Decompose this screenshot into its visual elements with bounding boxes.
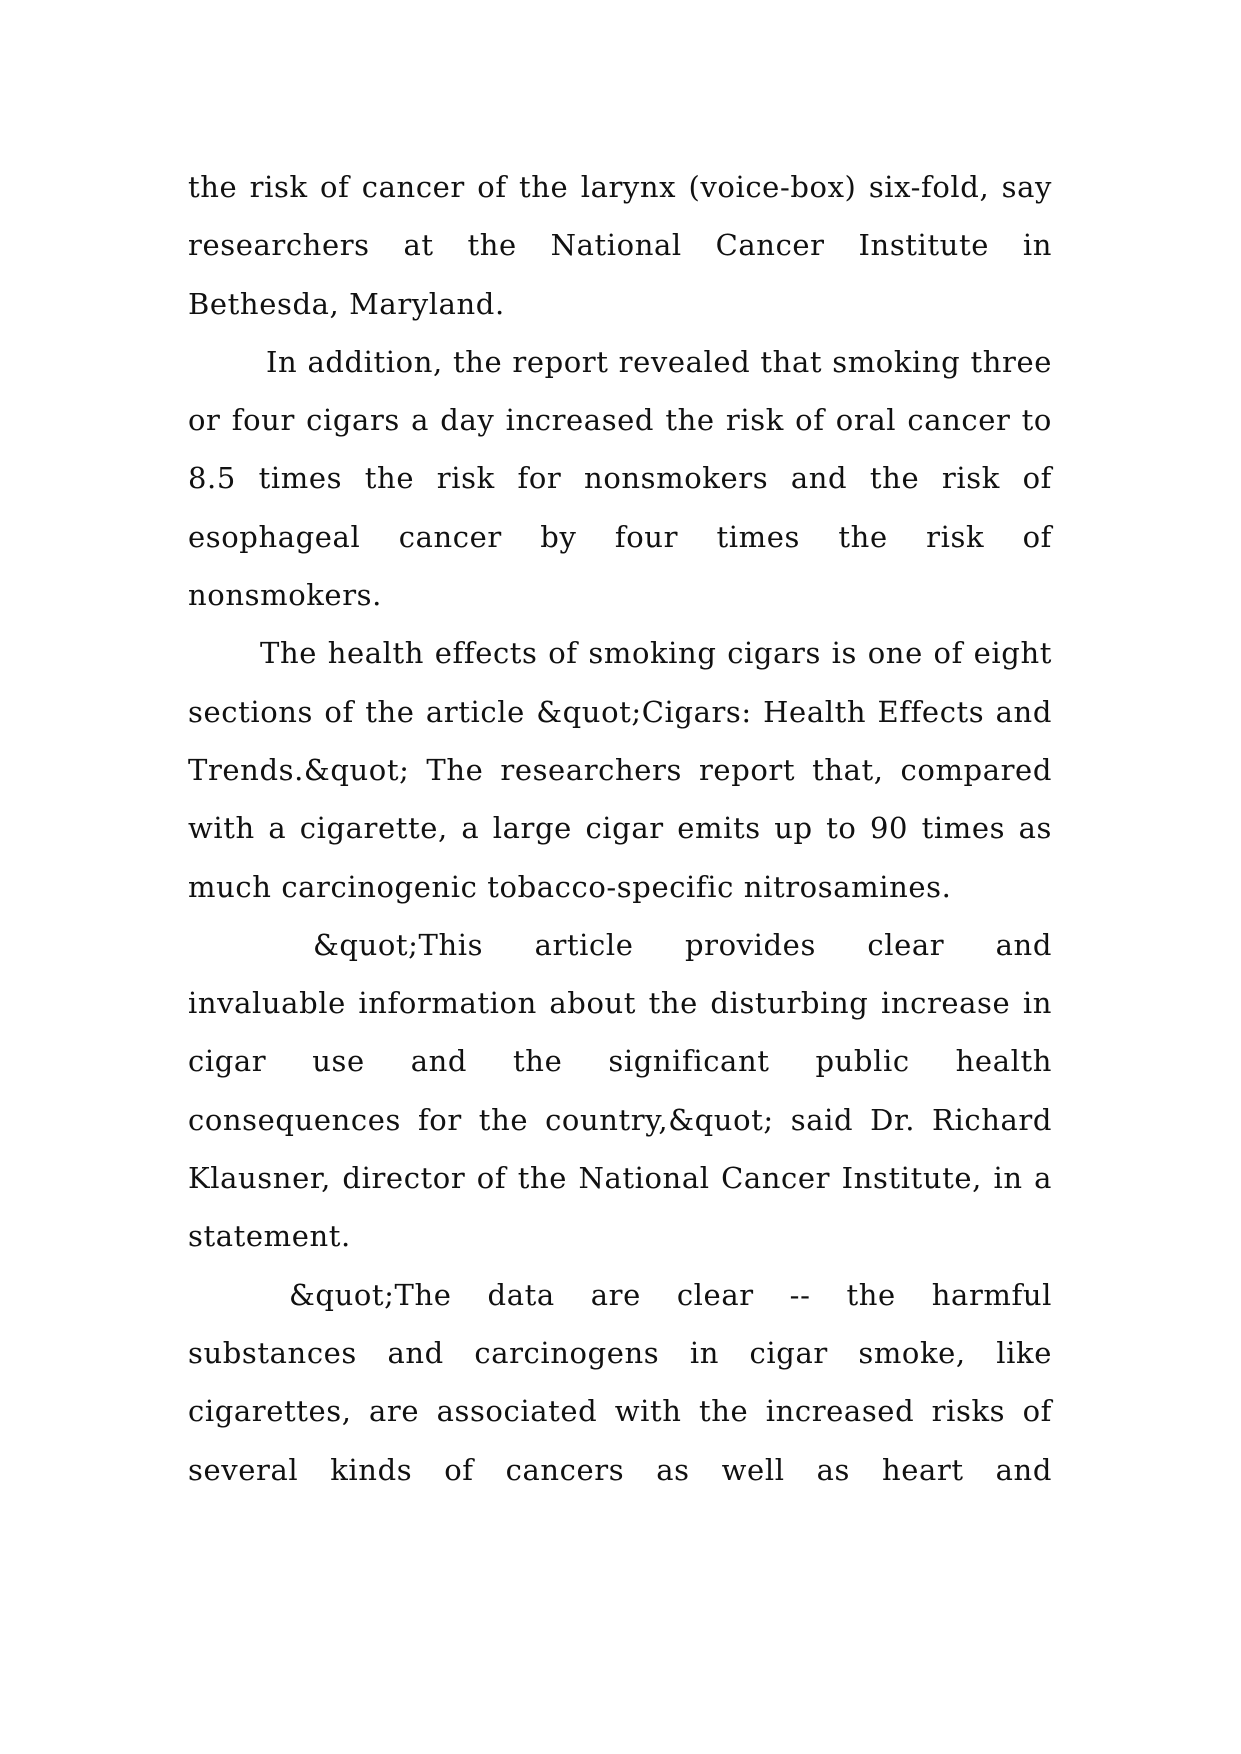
paragraph-1: the risk of cancer of the larynx (voice-box) six-fold, say researchers at the National Cancer Institute in Bethesda, Maryland.: [188, 170, 1052, 321]
paragraph-3: The health effects of smoking cigars is one of eight sections of the article &quot;Cigars: Health Effects and Trends.&quot; The researchers report that, compared with a cigarette, a large cigar emits up to 90 times as much carcinogenic tobacco-specific nitrosamines.: [188, 636, 1052, 904]
document-body: [188, 158, 1052, 1499]
paragraph-5: &quot;The data are clear -- the harmful substances and carcinogens in cigar smoke, like cigarettes, are associated with the increased risks of several kinds of cancers as well as heart and: [188, 1277, 1052, 1487]
paragraph-4: &quot;This article provides clear and invaluable information about the disturbing increase in cigar use and the significant public health consequences for the country,&quot; said Dr. Richard Klausner, director of the National Cancer Institute, in a statement.: [188, 927, 1052, 1254]
paragraph-2: In addition, the report revealed that smoking three or four cigars a day increased the risk of oral cancer to 8.5 times the risk for nonsmokers and the risk of esophageal cancer by four times the risk of nonsmokers.: [188, 344, 1052, 613]
